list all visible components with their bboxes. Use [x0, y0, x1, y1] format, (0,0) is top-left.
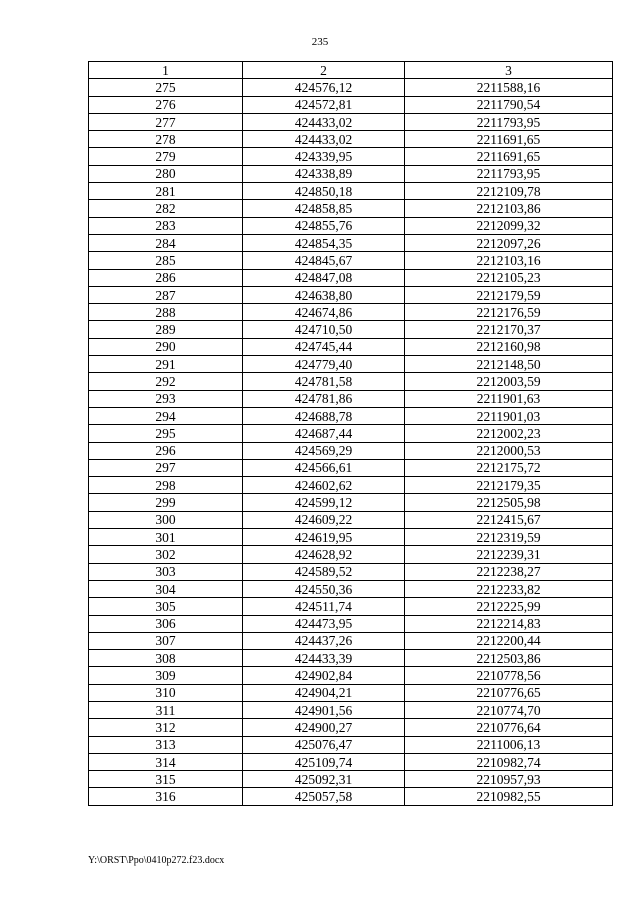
x-coordinate-cell: 424599,12: [243, 494, 405, 511]
table-row: [89, 113, 613, 130]
y-coordinate-cell: 2212179,35: [405, 477, 613, 494]
y-coordinate-cell: 2212225,99: [405, 598, 613, 615]
x-coordinate-cell: 424433,02: [243, 113, 405, 130]
point-number-cell: 303: [89, 563, 243, 580]
table-row: [89, 407, 613, 424]
x-coordinate-cell: 424628,92: [243, 546, 405, 563]
x-coordinate-cell: 424779,40: [243, 356, 405, 373]
point-number-cell: 289: [89, 321, 243, 338]
x-coordinate-cell: 424473,95: [243, 615, 405, 632]
point-number-cell: 280: [89, 165, 243, 182]
y-coordinate-cell: 2212200,44: [405, 632, 613, 649]
point-number-cell: 276: [89, 96, 243, 113]
y-coordinate-cell: 2212503,86: [405, 650, 613, 667]
column-header: 3: [405, 62, 613, 79]
table-row: [89, 286, 613, 303]
table-row: [89, 598, 613, 615]
x-coordinate-cell: 425076,47: [243, 736, 405, 753]
x-coordinate-cell: 424781,58: [243, 373, 405, 390]
x-coordinate-cell: 424902,84: [243, 667, 405, 684]
page-number: 235: [311, 36, 329, 48]
point-number-cell: 310: [89, 684, 243, 701]
y-coordinate-cell: 2212148,50: [405, 356, 613, 373]
y-coordinate-cell: 2212176,59: [405, 304, 613, 321]
table-row: [89, 494, 613, 511]
y-coordinate-cell: 2212233,82: [405, 580, 613, 597]
x-coordinate-cell: 424619,95: [243, 529, 405, 546]
y-coordinate-cell: 2212214,83: [405, 615, 613, 632]
table-row: [89, 736, 613, 753]
table-row: [89, 217, 613, 234]
y-coordinate-cell: 2210776,64: [405, 719, 613, 736]
table-row: [89, 148, 613, 165]
point-number-cell: 278: [89, 131, 243, 148]
y-coordinate-cell: 2212319,59: [405, 529, 613, 546]
file-path-footer: Y:\ORST\Ppo\0410p272.f23.docx: [88, 855, 225, 866]
y-coordinate-cell: 2212003,59: [405, 373, 613, 390]
x-coordinate-cell: 424338,89: [243, 165, 405, 182]
y-coordinate-cell: 2211790,54: [405, 96, 613, 113]
y-coordinate-cell: 2212002,23: [405, 425, 613, 442]
point-number-cell: 302: [89, 546, 243, 563]
table-row: [89, 477, 613, 494]
x-coordinate-cell: 424854,35: [243, 234, 405, 251]
y-coordinate-cell: 2212179,59: [405, 286, 613, 303]
y-coordinate-cell: 2212103,86: [405, 200, 613, 217]
x-coordinate-cell: 424566,61: [243, 459, 405, 476]
column-header: 2: [243, 62, 405, 79]
x-coordinate-cell: 424437,26: [243, 632, 405, 649]
point-number-cell: 297: [89, 459, 243, 476]
x-coordinate-cell: 424850,18: [243, 183, 405, 200]
x-coordinate-cell: 424433,02: [243, 131, 405, 148]
y-coordinate-cell: 2211901,63: [405, 390, 613, 407]
y-coordinate-cell: 2212105,23: [405, 269, 613, 286]
table-row: [89, 183, 613, 200]
point-number-cell: 279: [89, 148, 243, 165]
point-number-cell: 305: [89, 598, 243, 615]
point-number-cell: 313: [89, 736, 243, 753]
point-number-cell: 288: [89, 304, 243, 321]
y-coordinate-cell: 2211901,03: [405, 407, 613, 424]
x-coordinate-cell: 424687,44: [243, 425, 405, 442]
point-number-cell: 292: [89, 373, 243, 390]
x-coordinate-cell: 424781,86: [243, 390, 405, 407]
point-number-cell: 299: [89, 494, 243, 511]
point-number-cell: 298: [89, 477, 243, 494]
x-coordinate-cell: 424589,52: [243, 563, 405, 580]
table-row: [89, 79, 613, 96]
table-row: [89, 165, 613, 182]
y-coordinate-cell: 2212160,98: [405, 338, 613, 355]
y-coordinate-cell: 2212000,53: [405, 442, 613, 459]
table-row: [89, 338, 613, 355]
x-coordinate-cell: 424845,67: [243, 252, 405, 269]
point-number-cell: 285: [89, 252, 243, 269]
x-coordinate-cell: 425057,58: [243, 788, 405, 805]
table-row: [89, 304, 613, 321]
table-row: [89, 269, 613, 286]
y-coordinate-cell: 2212175,72: [405, 459, 613, 476]
x-coordinate-cell: 424688,78: [243, 407, 405, 424]
table-row: [89, 459, 613, 476]
x-coordinate-cell: 424572,81: [243, 96, 405, 113]
x-coordinate-cell: 424745,44: [243, 338, 405, 355]
table-row: [89, 580, 613, 597]
x-coordinate-cell: 424602,62: [243, 477, 405, 494]
point-number-cell: 295: [89, 425, 243, 442]
y-coordinate-cell: 2210957,93: [405, 771, 613, 788]
point-number-cell: 315: [89, 771, 243, 788]
table-row: [89, 131, 613, 148]
point-number-cell: 291: [89, 356, 243, 373]
y-coordinate-cell: 2212099,32: [405, 217, 613, 234]
y-coordinate-cell: 2210982,55: [405, 788, 613, 805]
x-coordinate-cell: 425092,31: [243, 771, 405, 788]
table-row: [89, 234, 613, 251]
point-number-cell: 308: [89, 650, 243, 667]
table-row: [89, 442, 613, 459]
point-number-cell: 309: [89, 667, 243, 684]
point-number-cell: 281: [89, 183, 243, 200]
y-coordinate-cell: 2212415,67: [405, 511, 613, 528]
y-coordinate-cell: 2210776,65: [405, 684, 613, 701]
y-coordinate-cell: 2211691,65: [405, 148, 613, 165]
y-coordinate-cell: 2211793,95: [405, 165, 613, 182]
coordinates-table: [88, 61, 613, 806]
table-row: [89, 684, 613, 701]
table-row: [89, 771, 613, 788]
x-coordinate-cell: 424900,27: [243, 719, 405, 736]
x-coordinate-cell: 424858,85: [243, 200, 405, 217]
point-number-cell: 306: [89, 615, 243, 632]
x-coordinate-cell: 424674,86: [243, 304, 405, 321]
table-row: [89, 529, 613, 546]
point-number-cell: 277: [89, 113, 243, 130]
point-number-cell: 312: [89, 719, 243, 736]
point-number-cell: 287: [89, 286, 243, 303]
table-body: [89, 79, 613, 805]
point-number-cell: 282: [89, 200, 243, 217]
table-row: [89, 788, 613, 805]
y-coordinate-cell: 2211006,13: [405, 736, 613, 753]
point-number-cell: 283: [89, 217, 243, 234]
table-row: [89, 321, 613, 338]
point-number-cell: 307: [89, 632, 243, 649]
y-coordinate-cell: 2210778,56: [405, 667, 613, 684]
y-coordinate-cell: 2211588,16: [405, 79, 613, 96]
x-coordinate-cell: 425109,74: [243, 753, 405, 770]
table-row: [89, 632, 613, 649]
table-row: [89, 252, 613, 269]
point-number-cell: 311: [89, 701, 243, 718]
table-row: [89, 563, 613, 580]
table-row: [89, 701, 613, 718]
x-coordinate-cell: 424511,74: [243, 598, 405, 615]
x-coordinate-cell: 424609,22: [243, 511, 405, 528]
table-row: [89, 753, 613, 770]
y-coordinate-cell: 2211793,95: [405, 113, 613, 130]
x-coordinate-cell: 424904,21: [243, 684, 405, 701]
y-coordinate-cell: 2212505,98: [405, 494, 613, 511]
point-number-cell: 284: [89, 234, 243, 251]
point-number-cell: 300: [89, 511, 243, 528]
x-coordinate-cell: 424710,50: [243, 321, 405, 338]
point-number-cell: 314: [89, 753, 243, 770]
y-coordinate-cell: 2210774,70: [405, 701, 613, 718]
table-row: [89, 425, 613, 442]
x-coordinate-cell: 424433,39: [243, 650, 405, 667]
point-number-cell: 294: [89, 407, 243, 424]
y-coordinate-cell: 2212238,27: [405, 563, 613, 580]
table-row: [89, 511, 613, 528]
y-coordinate-cell: 2211691,65: [405, 131, 613, 148]
table-row: [89, 356, 613, 373]
x-coordinate-cell: 424847,08: [243, 269, 405, 286]
point-number-cell: 296: [89, 442, 243, 459]
table-row: [89, 650, 613, 667]
point-number-cell: 293: [89, 390, 243, 407]
point-number-cell: 316: [89, 788, 243, 805]
y-coordinate-cell: 2212239,31: [405, 546, 613, 563]
point-number-cell: 301: [89, 529, 243, 546]
point-number-cell: 275: [89, 79, 243, 96]
column-header: 1: [89, 62, 243, 79]
table-row: [89, 615, 613, 632]
y-coordinate-cell: 2212103,16: [405, 252, 613, 269]
y-coordinate-cell: 2212097,26: [405, 234, 613, 251]
x-coordinate-cell: 424339,95: [243, 148, 405, 165]
table-row: [89, 719, 613, 736]
x-coordinate-cell: 424550,36: [243, 580, 405, 597]
point-number-cell: 290: [89, 338, 243, 355]
table-row: [89, 546, 613, 563]
y-coordinate-cell: 2212109,78: [405, 183, 613, 200]
y-coordinate-cell: 2210982,74: [405, 753, 613, 770]
table-row: [89, 667, 613, 684]
table-header-row: [89, 62, 613, 79]
x-coordinate-cell: 424901,56: [243, 701, 405, 718]
table-row: [89, 96, 613, 113]
x-coordinate-cell: 424638,80: [243, 286, 405, 303]
x-coordinate-cell: 424569,29: [243, 442, 405, 459]
y-coordinate-cell: 2212170,37: [405, 321, 613, 338]
table-row: [89, 390, 613, 407]
point-number-cell: 304: [89, 580, 243, 597]
table-row: [89, 200, 613, 217]
x-coordinate-cell: 424855,76: [243, 217, 405, 234]
table-row: [89, 373, 613, 390]
point-number-cell: 286: [89, 269, 243, 286]
x-coordinate-cell: 424576,12: [243, 79, 405, 96]
